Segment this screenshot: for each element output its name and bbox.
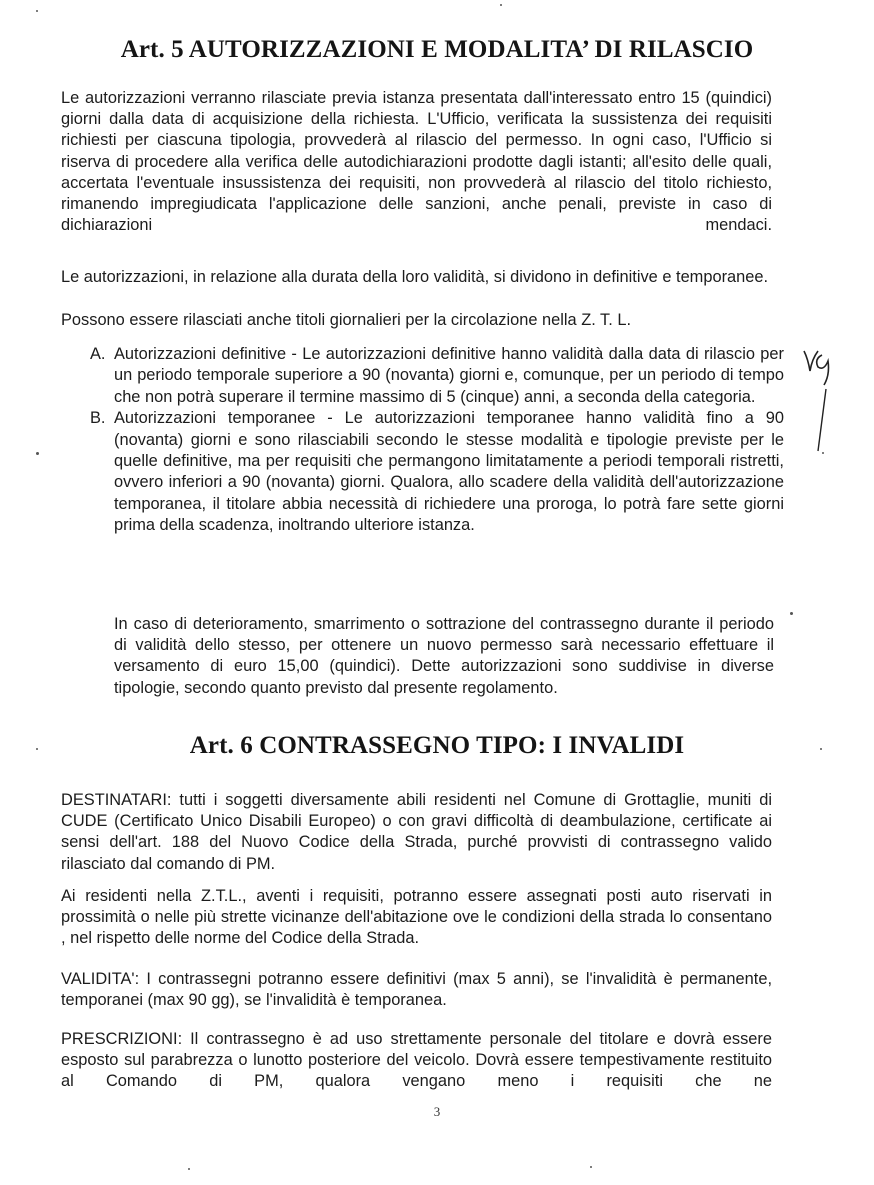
scan-speck [822, 452, 824, 454]
scan-speck [36, 10, 38, 12]
article-6-title: Art. 6 CONTRASSEGNO TIPO: I INVALIDI [189, 732, 685, 759]
scan-speck [36, 452, 39, 455]
scan-speck [500, 4, 502, 6]
list-item-text: Autorizzazioni temporanee - Le autorizzazioni temporanee hanno validità fino a 90 (novanta) giorni e sono rilasciabili secondo le stesse modalità e tipologie previste per le quelle definitive, ma per requisiti che permangono limitatamente a periodi temporali ristretti, ovvero inferiori a 90 (novanta) giorni. Qualora, allo scadere della validità dell'autorizzazione temporanea, il titolare abbia necessità di richiedere una proroga, lo potrà fare sette giorni prima della scadenza, inoltrando ulteriore istanza. [114, 409, 784, 535]
article-6-paragraph-1: DESTINATARI: tutti i soggetti diversamente abili residenti nel Comune di Grottaglie, muniti di CUDE (Certificato Unico Disabili Europeo) o con gravi difficoltà di deambulazione, certificate ai sensi dell'art. 188 del Nuovo Codice della Strada, purché provvisti di contrassegno valido rilasciato dal comando di PM. [61, 791, 772, 873]
article-5-title: Art. 5 AUTORIZZAZIONI E MODALITA’ DI RILASCIO [120, 36, 754, 63]
article-6-paragraph-4: PRESCRIZIONI: Il contrassegno è ad uso strettamente personale del titolare e dovrà essere esposto sul parabrezza o lunotto posteriore del veicolo. Dovrà essere tempestivamente restituito al Comando di PM, qualora vengano meno i requisiti che ne [61, 1030, 772, 1091]
article-6-paragraph-3: VALIDITA': I contrassegni potranno essere definitivi (max 5 anni), se l'invalidità è permanente, temporanei (max 90 gg), se l'invalidità è temporanea. [61, 970, 772, 1010]
article-5-paragraph-1: Le autorizzazioni verranno rilasciate previa istanza presentata dall'interessato entro 15 (quindici) giorni dalla data di acquisizione della richiesta. L'Ufficio, verificata la sussistenza dei requisiti richiesti per ciascuna tipologia, provvederà al rilascio del permesso. In ogni caso, l'Ufficio si riserva di procedere alla verifica delle autodichiarazioni prodotte dagli istanti; all'esito delle quali, accertata l'eventuale insussistenza dei requisiti, non provvederà al rilascio del titolo richiesto, rimanendo impregiudicata l'applicazione delle sanzioni, anche penali, previste in caso di dichiarazioni mendaci. [61, 89, 772, 235]
list-item [90, 344, 784, 408]
list-item [90, 408, 784, 536]
page-number: 3 [433, 1104, 441, 1119]
list-marker: A. [90, 345, 106, 363]
scan-speck [590, 1166, 592, 1168]
article-6-paragraph-2: Ai residenti nella Z.T.L., aventi i requisiti, potranno essere assegnati posti auto riservati in prossimità o nelle più strette vicinanze dell'abitazione ove le condizioni della strada lo consentano , nel rispetto delle norme del Codice della Strada. [61, 887, 772, 948]
scan-speck [36, 748, 38, 750]
article-5-paragraph-4: In caso di deterioramento, smarrimento o sottrazione del contrassegno durante il periodo di validità dello stesso, per ottenere un nuovo permesso sarà necessario effettuare il versamento di euro 15,00 (quindici). Dette autorizzazioni sono suddivise in diverse tipologie, secondo quanto previsto dal presente regolamento. [114, 615, 774, 697]
handwritten-signature [800, 345, 840, 455]
scan-speck [188, 1168, 190, 1170]
scan-speck [790, 612, 793, 615]
article-5-paragraph-3: Possono essere rilasciati anche titoli giornalieri per la circolazione nella Z. T. L. [61, 311, 632, 329]
article-5-paragraph-2: Le autorizzazioni, in relazione alla durata della loro validità, si dividono in definitive e temporanee. [61, 268, 769, 286]
authorization-types-list [90, 344, 784, 537]
list-marker: B. [90, 409, 106, 428]
list-item-text: Autorizzazioni definitive - Le autorizzazioni definitive hanno validità dalla data di rilascio per un periodo temporale superiore a 90 (novanta) giorni e, comunque, per un periodo di tempo che non potrà superare il termine massimo di 5 (cinque) anni, a seconda della categoria. [114, 345, 784, 406]
scan-speck [820, 748, 822, 750]
